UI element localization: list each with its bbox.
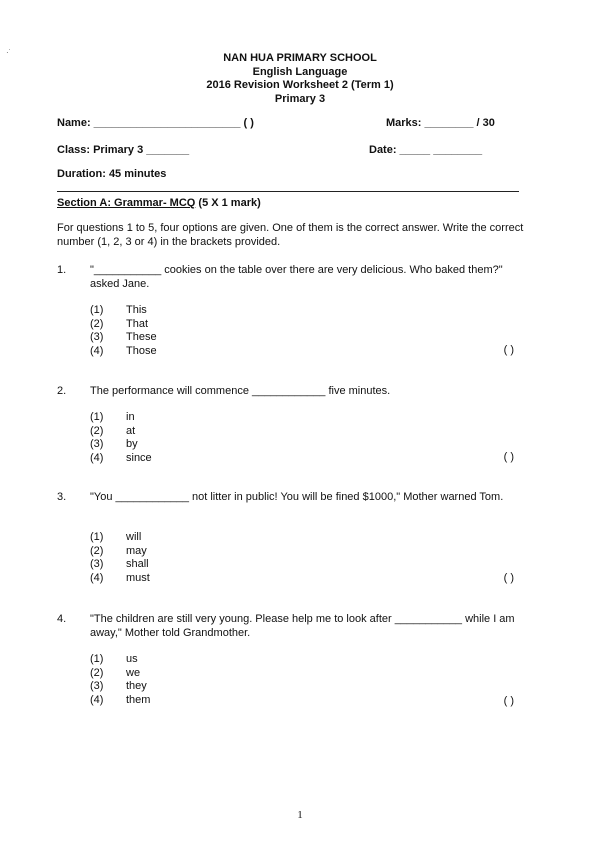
option-text: This	[126, 304, 147, 316]
answer-brackets[interactable]: ( )	[503, 695, 514, 707]
option-number: (4)	[90, 693, 104, 706]
option-number: (2)	[90, 317, 104, 330]
question-1	[57, 264, 532, 360]
question-number: 4.	[57, 613, 67, 625]
option-number: (2)	[90, 666, 104, 679]
question-text: "The children are still very young. Please help me to look after ___________ while I am away," Mother told Grandmother.	[90, 613, 515, 639]
option-number: (1)	[90, 531, 104, 543]
level: Primary 3	[274, 92, 326, 105]
option-number: (3)	[90, 558, 104, 570]
section-instructions: For questions 1 to 5, four options are given. One of them is the correct answer. Write the correct number (1, 2, 3 or 4) in the brackets provided.	[57, 222, 524, 248]
option-text: at	[126, 424, 136, 437]
option-text: These	[126, 331, 157, 343]
question-number: 3.	[57, 491, 67, 503]
answer-brackets[interactable]: ( )	[503, 451, 514, 463]
section-marks: (5 X 1 mark)	[195, 197, 261, 209]
marks-field: Marks: ________ / 30	[386, 117, 495, 129]
question-text: "___________ cookies on the table over there are very delicious. Who baked them?" asked Jane.	[90, 264, 503, 290]
question-text: The performance will commence ____________ five minutes.	[90, 385, 391, 397]
option-text: shall	[126, 558, 149, 570]
duration-field: Duration: 45 minutes	[57, 168, 167, 180]
option-text: in	[126, 411, 135, 423]
scan-mark: ·˙	[6, 48, 12, 57]
worksheet-title: 2016 Revision Worksheet 2 (Term 1)	[206, 79, 394, 92]
name-field: Name: ________________________ ( )	[57, 117, 254, 129]
option-text: That	[126, 317, 149, 330]
subject-name: English Language	[252, 65, 348, 78]
question-2	[57, 385, 532, 467]
option-number: (2)	[90, 544, 104, 557]
answer-brackets[interactable]: ( )	[503, 572, 514, 584]
option-number: (1)	[90, 411, 104, 423]
option-text: they	[126, 680, 147, 692]
page-number: 1	[297, 809, 303, 821]
option-text: since	[126, 451, 152, 464]
option-text: Those	[126, 344, 157, 357]
section-heading	[57, 197, 261, 209]
worksheet-header	[0, 52, 600, 106]
question-3	[57, 491, 532, 587]
option-number: (4)	[90, 571, 104, 584]
question-number: 2.	[57, 385, 67, 397]
answer-brackets[interactable]: ( )	[503, 344, 514, 356]
option-text: by	[126, 438, 138, 450]
school-name: NAN HUA PRIMARY SCHOOL	[223, 52, 377, 64]
option-number: (2)	[90, 424, 104, 437]
option-number: (3)	[90, 680, 104, 692]
option-number: (1)	[90, 653, 104, 665]
option-number: (4)	[90, 451, 104, 464]
option-text: them	[126, 693, 151, 706]
option-number: (3)	[90, 438, 104, 450]
option-text: will	[126, 531, 142, 543]
question-text: "You ____________ not litter in public! You will be fined $1000," Mother warned Tom.	[90, 491, 504, 503]
option-text: may	[126, 544, 147, 557]
option-number: (1)	[90, 304, 104, 316]
divider-line	[57, 191, 519, 192]
date-field: Date: _____ ________	[369, 144, 483, 156]
section-title: Section A: Grammar- MCQ	[57, 197, 196, 209]
option-number: (3)	[90, 331, 104, 343]
class-field: Class: Primary 3 _______	[57, 144, 190, 156]
question-number: 1.	[57, 264, 67, 276]
question-4	[57, 613, 532, 709]
option-text: we	[126, 666, 141, 679]
option-number: (4)	[90, 344, 104, 357]
option-text: must	[126, 571, 150, 584]
option-text: us	[126, 653, 138, 665]
